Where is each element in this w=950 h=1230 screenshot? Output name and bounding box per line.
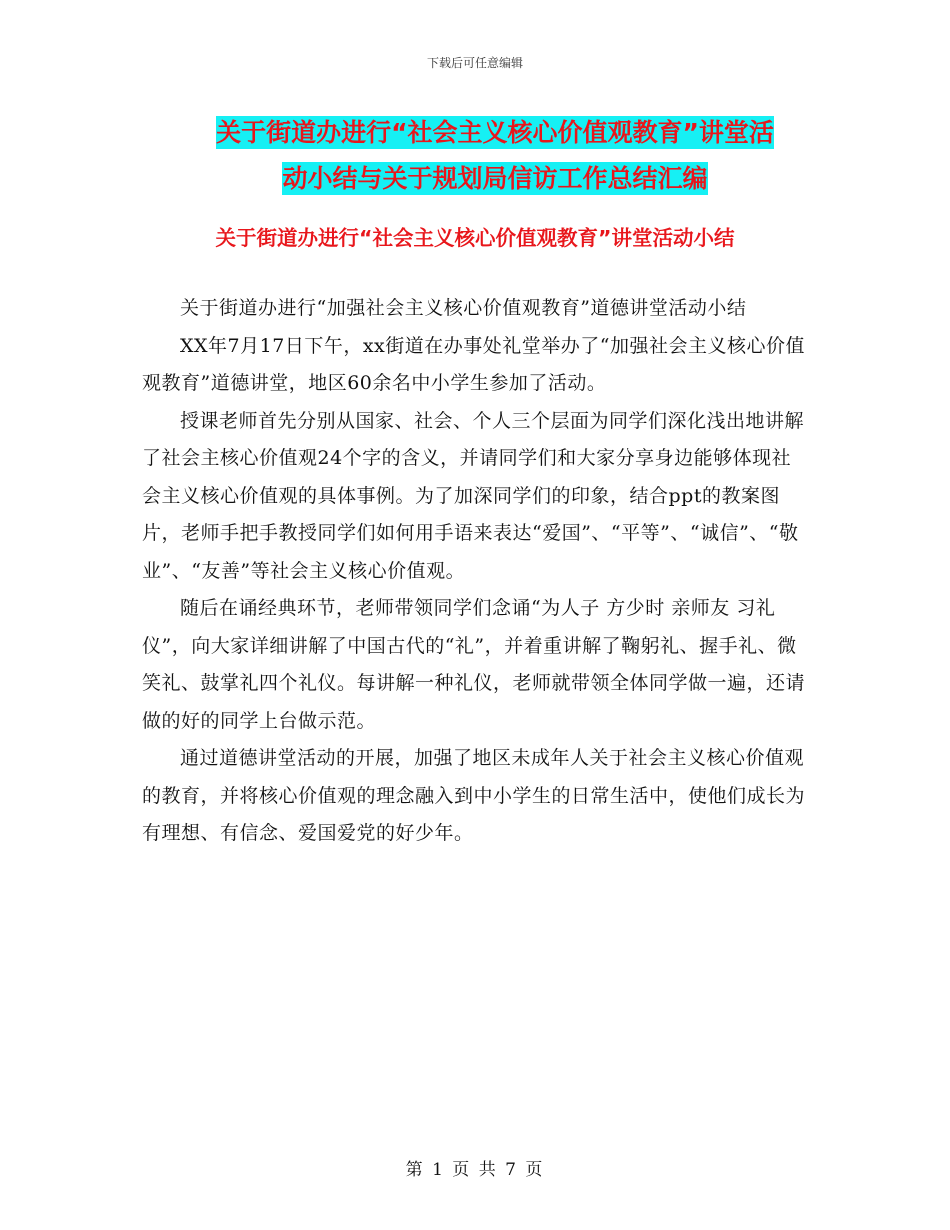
- paragraph: 关于街道办进行“加强社会主义核心价值观教育”道德讲堂活动小结: [180, 297, 747, 319]
- title-line-2: 动小结与关于规划局信访工作总结汇编: [282, 164, 708, 193]
- paragraph: 随后在诵经典环节，老师带领同学们念诵“为人子 方少时 亲师友 习礼仪”，向大家详细讲解了中国古代的“礼”，并着重讲解了鞠躬礼、握手礼、微笑礼、鼓掌礼四个礼仪。每讲解一种礼仪，老师就带领全体同学做一遍，还请做的好的同学上台做示范。: [142, 597, 806, 732]
- paragraph: 通过道德讲堂活动的开展，加强了地区未成年人关于社会主义核心价值观的教育，并将核心价值观的理念融入到中小学生的日常生活中，使他们成长为有理想、有信念、爱国爱党的好少年。: [142, 747, 806, 844]
- body-text: [142, 290, 810, 853]
- paragraph: 授课老师首先分别从国家、社会、个人三个层面为同学们深化浅出地讲解了社会主核心价值观24个字的含义，并请同学们和大家分享身边能够体现社会主义核心价值观的具体事例。为了加深同学们的印象，结合ppt的教案图片，老师手把手教授同学们如何用手语来表达“爱国”、“平等”、“诚信”、“敬业”、“友善”等社会主义核心价值观。: [142, 409, 805, 582]
- header-note: 下载后可任意编辑: [426, 56, 523, 70]
- document-title: [150, 110, 840, 202]
- title-line-1: 关于街道办进行“社会主义核心价值观教育”讲堂活: [216, 118, 774, 147]
- paragraph: XX年7月17日下午，xx街道在办事处礼堂举办了“加强社会主义核心价值观教育”道德讲堂，地区60余名中小学生参加了活动。: [142, 334, 805, 394]
- page-number-footer: 第 1 页 共 7 页: [405, 1160, 545, 1180]
- section-title: 关于街道办进行“社会主义核心价值观教育”讲堂活动小结: [215, 226, 735, 250]
